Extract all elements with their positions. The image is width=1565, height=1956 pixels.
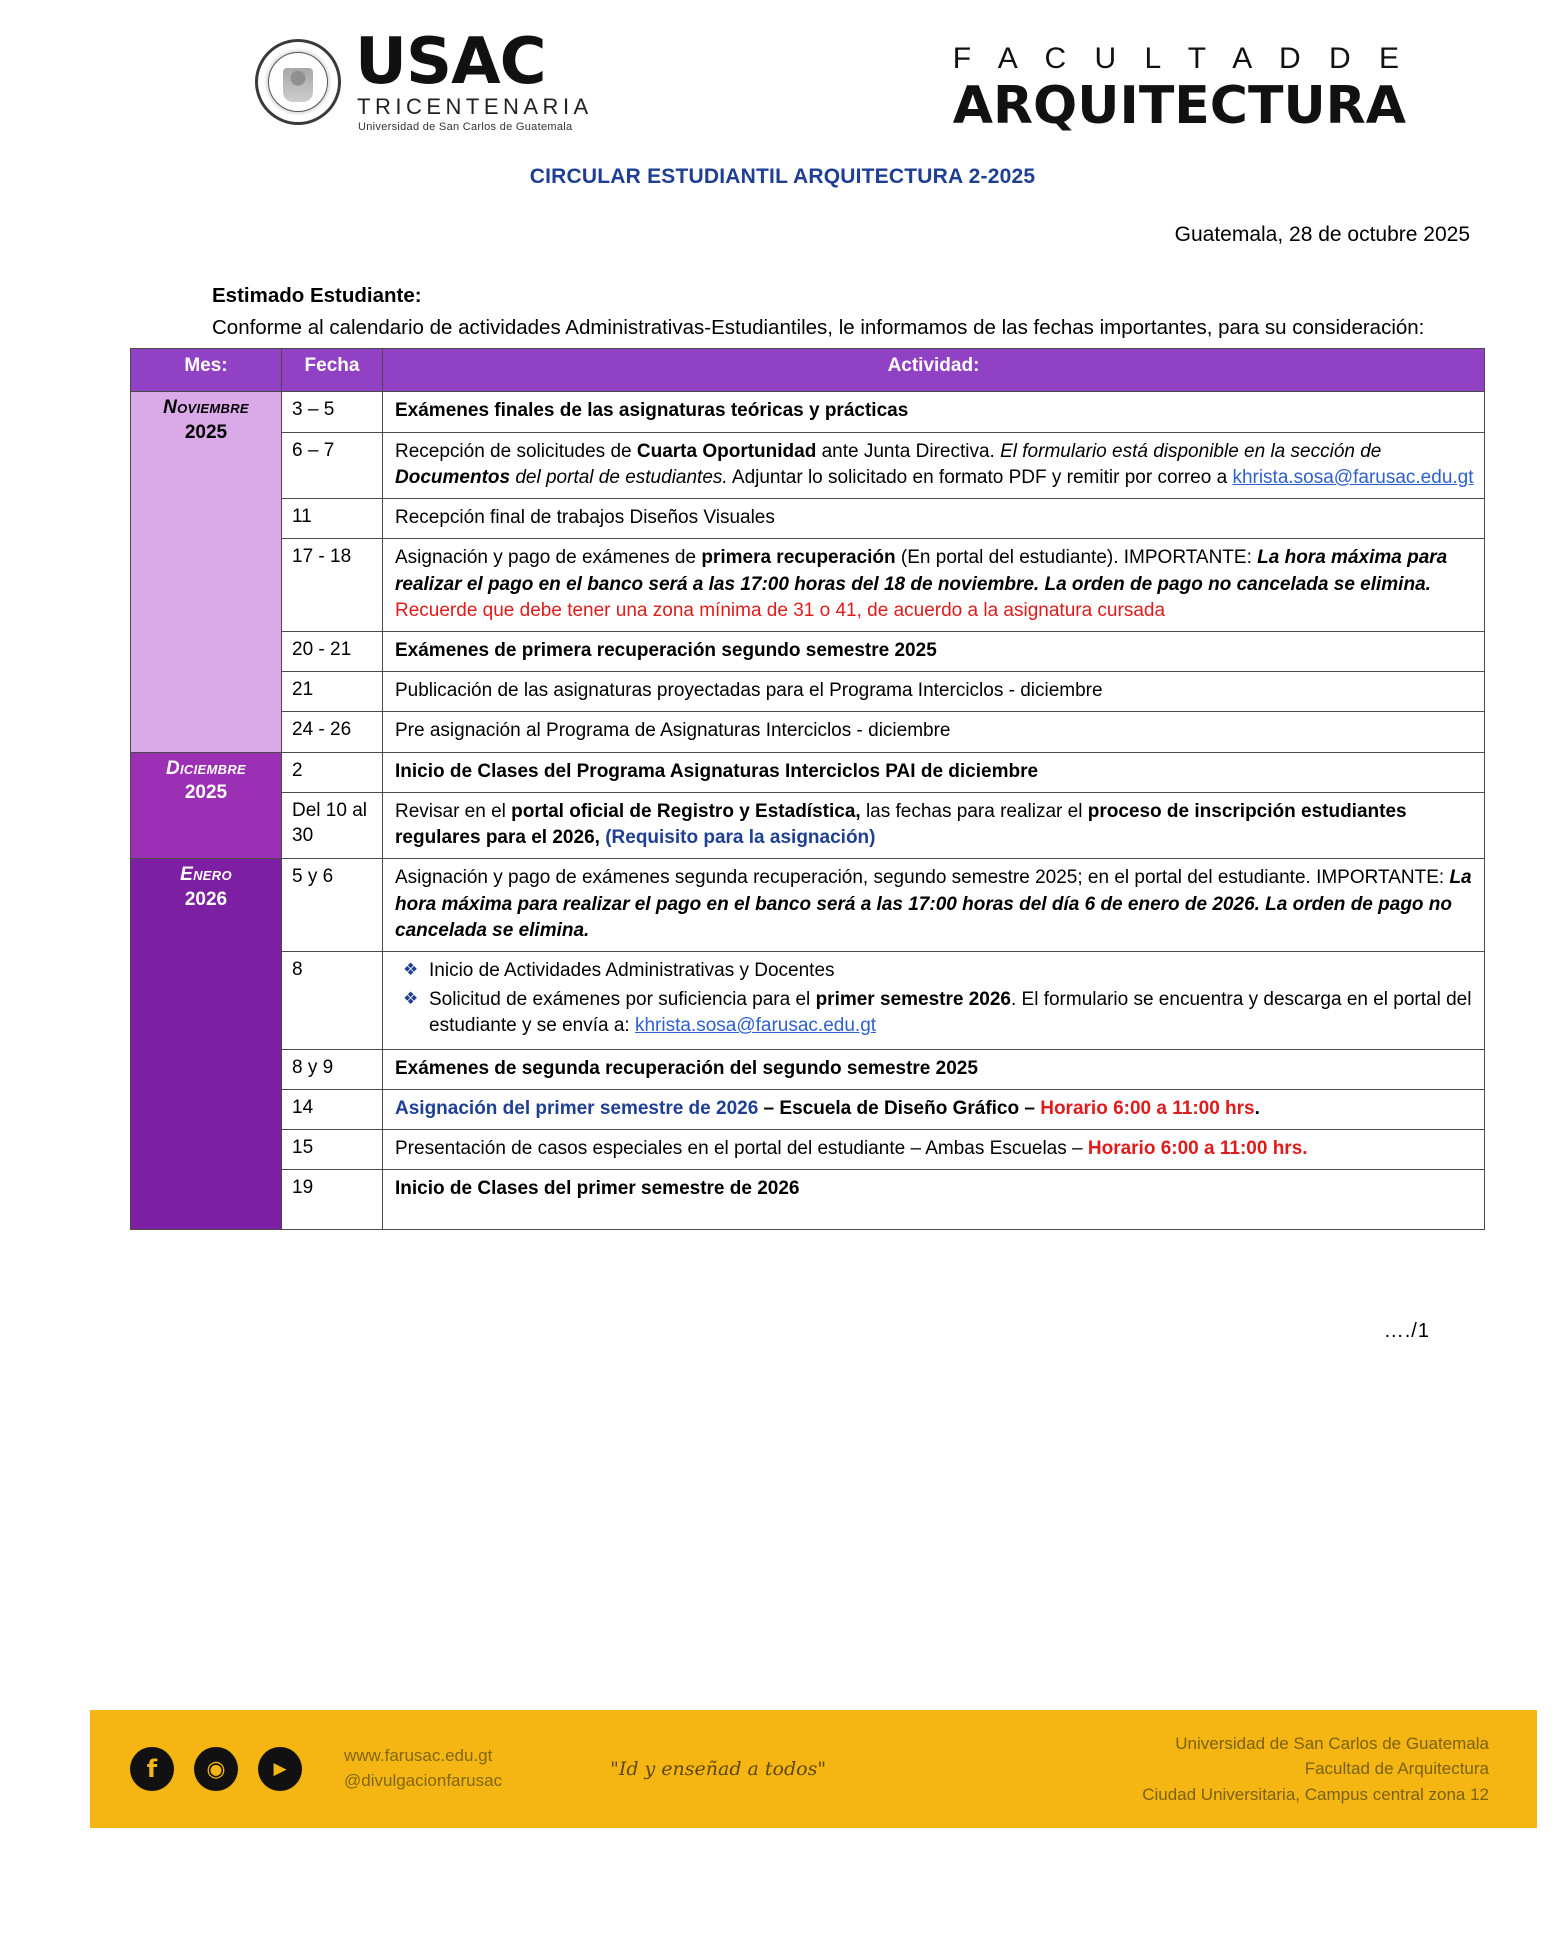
date-cell: 3 – 5: [282, 392, 383, 432]
table-row: [131, 951, 1485, 1049]
activity-part-red: Horario 6:00 a 11:00 hrs.: [1087, 1138, 1308, 1160]
usac-tricentenaria-label: TRICENTENARIA: [357, 94, 593, 119]
table-header-row: [131, 349, 1485, 392]
bullet-text-bold: primer semestre 2026: [815, 988, 1011, 1010]
activity-part-blue: Asignación del primer semestre de 2026: [395, 1097, 759, 1119]
activity-part-bolditalic: La hora máxima para realizar el pago en el banco será a las 17:00 horas del día 6 de enero de 2026. La orden de pago no cancelada se elimina.: [395, 867, 1472, 941]
table-row: [131, 1130, 1485, 1170]
activity-part-bold: – Escuela de Diseño Gráfico –: [758, 1097, 1041, 1119]
activity-part: Asignación y pago de exámenes segunda recuperación, segundo semestre 2025; en el portal del estudiante. IMPORTANTE:: [395, 867, 1450, 889]
activity-part: Adjuntar lo solicitado en formato PDF y remitir por correo a: [727, 466, 1233, 488]
website-url[interactable]: www.farusac.edu.gt: [344, 1746, 493, 1766]
month-name: Enero: [180, 864, 232, 886]
date-cell: 2: [282, 752, 383, 792]
activity-part-bold: .: [1254, 1097, 1260, 1119]
activity-text: Exámenes finales de las asignaturas teóricas y prácticas: [395, 400, 909, 422]
activity-part-red: Horario 6:00 a 11:00 hrs: [1040, 1097, 1255, 1119]
usac-university-label: Universidad de San Carlos de Guatemala: [358, 121, 573, 133]
date-cell: 6 – 7: [282, 432, 383, 498]
document-footer: [90, 1710, 1537, 1828]
social-icons: [130, 1747, 322, 1791]
activity-cell: [383, 1170, 1485, 1230]
activity-cell: [383, 631, 1485, 671]
activity-cell: [383, 752, 1485, 792]
document-date: Guatemala, 28 de octubre 2025: [1174, 223, 1470, 246]
address-line-1: Universidad de San Carlos de Guatemala: [1175, 1733, 1489, 1753]
activity-text: Exámenes de segunda recuperación del segundo semestre 2025: [395, 1057, 978, 1079]
activity-part: ante Junta Directiva.: [816, 440, 1001, 462]
facebook-icon[interactable]: f: [130, 1747, 174, 1791]
schedule-table: [130, 348, 1485, 1230]
activity-part: Revisar en el: [395, 800, 512, 822]
date-cell: 24 - 26: [282, 712, 383, 752]
activity-cell: [383, 1089, 1485, 1129]
activity-part-bolditalic: La hora máxima para realizar el pago en el banco será a las 17:00 horas del 18 de noviembre. La orden de pago no cancelada se elimina.: [395, 547, 1448, 595]
month-year: 2025: [184, 422, 228, 444]
table-row: [131, 1049, 1485, 1089]
table-row: [131, 392, 1485, 432]
intro-paragraph: Conforme al calendario de actividades Administrativas-Estudiantiles, le informamos de las fechas importantes, para su consideración:: [212, 315, 1425, 339]
date-cell: 11: [282, 499, 383, 539]
month-cell-noviembre: [131, 392, 282, 752]
date-cell: 8 y 9: [282, 1049, 383, 1089]
activity-part: Recepción de solicitudes de: [395, 440, 637, 462]
activity-text: Inicio de Clases del Programa Asignaturas Interciclos PAI de diciembre: [395, 760, 1039, 782]
address-line-3: Ciudad Universitaria, Campus central zona 12: [1142, 1784, 1489, 1804]
activity-part-bolditalic: Documentos: [395, 466, 511, 488]
activity-bullet-list: [395, 958, 1474, 1040]
activity-part-bold: proceso de inscripción estudiantes regulares para el 2026,: [395, 800, 1407, 849]
bullet-text: Solicitud de exámenes por suficiencia para el: [429, 988, 816, 1010]
date-cell: 19: [282, 1170, 383, 1230]
table-row: [131, 499, 1485, 539]
date-cell: 17 - 18: [282, 539, 383, 632]
activity-cell: [383, 432, 1485, 498]
youtube-icon[interactable]: ▶: [258, 1747, 302, 1791]
usac-wordmark: USAC: [355, 25, 546, 99]
month-name: Diciembre: [166, 757, 246, 779]
activity-cell: [383, 951, 1485, 1049]
activity-text: Exámenes de primera recuperación segundo semestre 2025: [395, 639, 937, 661]
usac-logo: [255, 25, 593, 133]
activity-cell: [383, 539, 1485, 632]
column-header-actividad: Actividad:: [383, 349, 1485, 392]
activity-part: las fechas para realizar el: [860, 800, 1088, 822]
activity-cell: [383, 392, 1485, 432]
document-header: [0, 0, 1565, 136]
activity-cell: Publicación de las asignaturas proyectadas para el Programa Interciclos - diciembre: [383, 672, 1485, 712]
column-header-fecha: Fecha: [282, 349, 383, 392]
table-row: [131, 752, 1485, 792]
bullet-text: Inicio de Actividades Administrativas y Docentes: [429, 959, 835, 981]
table-row: [131, 712, 1485, 752]
activity-cell: Recepción final de trabajos Diseños Visuales: [383, 499, 1485, 539]
footer-slogan: "Id y enseñad a todos": [610, 1758, 827, 1780]
table-row: [131, 432, 1485, 498]
faculty-logo: [952, 30, 1409, 136]
activity-part-bold: primera recuperación: [701, 547, 896, 569]
date-cell: 5 y 6: [282, 859, 383, 952]
bullet-text: . El formulario se encuentra y descarga en el portal del estudiante y se envía a:: [429, 988, 1472, 1037]
month-year: 2026: [184, 888, 228, 910]
date-cell: Del 10 al 30: [282, 792, 383, 858]
activity-part-bold: portal oficial de Registro y Estadística,: [511, 800, 861, 822]
activity-part-blue: (Requisito para la asignación): [599, 827, 876, 849]
activity-text: Inicio de Clases del primer semestre de 2026: [395, 1178, 800, 1200]
table-row: [131, 631, 1485, 671]
activity-part-italic: del portal de estudiantes.: [510, 466, 728, 488]
table-row: [131, 672, 1485, 712]
address-line-2: Facultad de Arquitectura: [1304, 1759, 1489, 1779]
greeting-text: Estimado Estudiante:: [212, 284, 422, 307]
activity-part-bold: Cuarta Oportunidad: [636, 440, 817, 462]
table-row: [131, 1089, 1485, 1129]
activity-part-italic: El formulario está disponible en la sección de: [1000, 440, 1382, 462]
usac-seal-icon: [255, 39, 341, 125]
table-row: [131, 539, 1485, 632]
activity-cell: [383, 1049, 1485, 1089]
activity-part: Asignación y pago de exámenes de: [395, 547, 702, 569]
month-name: Noviembre: [163, 397, 249, 419]
month-cell-diciembre: [131, 752, 282, 859]
table-row: [131, 792, 1485, 858]
date-cell: 8: [282, 951, 383, 1049]
date-cell: 14: [282, 1089, 383, 1129]
month-year: 2025: [184, 782, 228, 804]
date-cell: 15: [282, 1130, 383, 1170]
email-link[interactable]: khrista.sosa@farusac.edu.gt: [634, 1015, 877, 1037]
social-handle: @divulgacionfarusac: [344, 1771, 503, 1790]
list-item: [395, 958, 1474, 985]
list-item: [395, 987, 1474, 1040]
intro-block: [212, 281, 1435, 342]
activity-cell: [383, 1130, 1485, 1170]
activity-cell: Pre asignación al Programa de Asignaturas Interciclos - diciembre: [383, 712, 1485, 752]
activity-part: (En portal del estudiante). IMPORTANTE:: [895, 547, 1258, 569]
table-row: [131, 1170, 1485, 1230]
date-cell: 20 - 21: [282, 631, 383, 671]
activity-part: Presentación de casos especiales en el portal del estudiante – Ambas Escuelas –: [395, 1138, 1088, 1160]
table-row: [131, 859, 1485, 952]
activity-cell: [383, 792, 1485, 858]
email-link[interactable]: khrista.sosa@farusac.edu.gt: [1232, 466, 1474, 488]
footer-web-block: [344, 1744, 502, 1793]
activity-part-red: Recuerde que debe tener una zona mínima de 31 o 41, de acuerdo a la asignatura cursada: [395, 599, 1166, 621]
month-cell-enero: [131, 859, 282, 1230]
faculty-top-label: F A C U L T A D D E: [952, 42, 1409, 75]
date-cell: 21: [282, 672, 383, 712]
footer-address: [1142, 1731, 1489, 1808]
page-number: …./1: [1383, 1320, 1430, 1343]
faculty-main-label: ARQUITECTURA: [952, 76, 1406, 136]
instagram-icon[interactable]: ◉: [194, 1747, 238, 1791]
activity-cell: [383, 859, 1485, 952]
page-title: CIRCULAR ESTUDIANTIL ARQUITECTURA 2-2025: [529, 165, 1036, 188]
column-header-mes: Mes:: [131, 349, 282, 392]
